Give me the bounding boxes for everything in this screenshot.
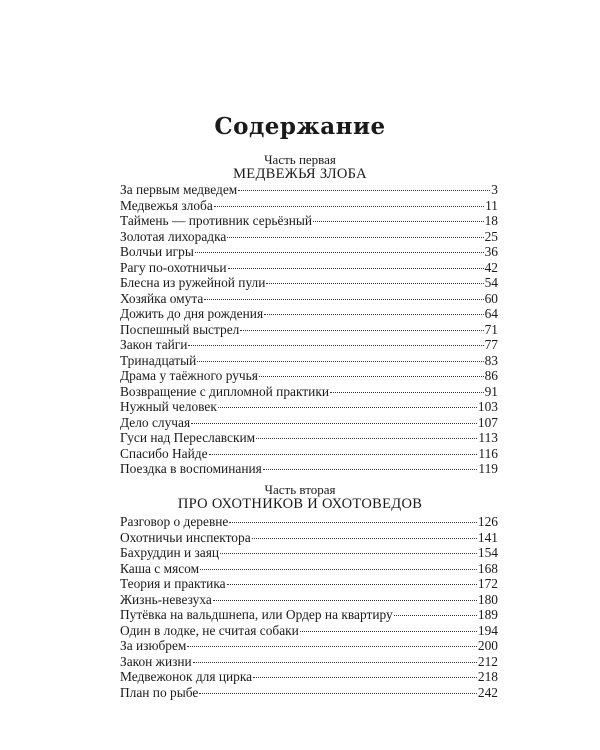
toc-entry[interactable] xyxy=(120,685,498,701)
toc-entry[interactable] xyxy=(120,576,498,592)
entry-page-number: 71 xyxy=(484,321,498,337)
dot-leader xyxy=(213,600,477,601)
toc-entry[interactable] xyxy=(120,182,498,198)
entry-title: Драма у таёжного ручья xyxy=(120,368,258,383)
entry-title: Таймень — противник серьёзный xyxy=(120,213,313,228)
toc-entry[interactable] xyxy=(120,415,498,431)
entry-title: Гуси над Переславским xyxy=(120,430,256,445)
part-2-entries xyxy=(120,514,498,700)
entry-page-number: 154 xyxy=(477,545,498,560)
entry-page-number: 126 xyxy=(477,514,498,529)
entry-title: Медвежья злоба xyxy=(120,197,213,213)
toc-entry[interactable] xyxy=(120,399,498,415)
toc-entry[interactable] xyxy=(120,291,498,307)
entry-page-number: 218 xyxy=(477,669,498,684)
dot-leader xyxy=(214,206,484,207)
entry-page-number: 60 xyxy=(484,290,498,306)
entry-page-number: 172 xyxy=(477,576,498,591)
dot-leader xyxy=(266,283,483,284)
dot-leader xyxy=(263,469,478,470)
dot-leader xyxy=(187,646,477,647)
dot-leader xyxy=(264,314,483,315)
dot-leader xyxy=(253,677,477,678)
dot-leader xyxy=(259,376,484,377)
entry-title: За изюбрем xyxy=(120,638,187,653)
entry-page-number: 77 xyxy=(484,337,498,352)
entry-page-number: 180 xyxy=(477,591,498,607)
entry-page-number: 168 xyxy=(477,560,498,576)
entry-title: Бахруддин и заяц xyxy=(120,545,220,560)
toc-entry[interactable] xyxy=(120,353,498,369)
entry-title: Теория и практика xyxy=(120,576,226,591)
toc-entry[interactable] xyxy=(120,229,498,245)
entry-page-number: 119 xyxy=(478,461,498,476)
entry-page-number: 189 xyxy=(477,607,498,622)
entry-page-number: 3 xyxy=(491,182,498,197)
dot-leader xyxy=(238,190,490,191)
dot-leader xyxy=(227,584,477,585)
entry-title: Охотничьи инспектора xyxy=(120,529,251,545)
entry-page-number: 11 xyxy=(485,197,498,213)
entry-page-number: 83 xyxy=(484,352,498,368)
entry-title: Медвежонок для цирка xyxy=(120,669,253,684)
dot-leader xyxy=(199,693,477,694)
toc-entry[interactable] xyxy=(120,461,498,477)
entry-page-number: 212 xyxy=(477,653,498,669)
entry-title: Блесна из ружейной пули xyxy=(120,275,266,290)
toc-entry[interactable] xyxy=(120,561,498,577)
entry-title: Дожить до дня рождения xyxy=(120,306,264,321)
dot-leader xyxy=(300,631,477,632)
entry-title: Дело случая xyxy=(120,414,191,430)
entry-page-number: 113 xyxy=(478,430,498,445)
toc-entry[interactable] xyxy=(120,244,498,260)
dot-leader xyxy=(209,454,478,455)
dot-leader xyxy=(227,237,483,238)
part-1-label: Часть первая xyxy=(264,152,336,167)
toc-entry[interactable] xyxy=(120,275,498,291)
toc-entry[interactable] xyxy=(120,306,498,322)
entry-title: Поездка в воспоминания xyxy=(120,461,262,476)
entry-page-number: 64 xyxy=(484,306,498,321)
entry-page-number: 86 xyxy=(484,368,498,383)
dot-leader xyxy=(188,345,483,346)
entry-page-number: 107 xyxy=(477,414,498,430)
toc-entry[interactable] xyxy=(120,514,498,530)
dot-leader xyxy=(200,569,477,570)
entry-page-number: 36 xyxy=(484,244,498,259)
toc-entry[interactable] xyxy=(120,198,498,214)
toc-entry[interactable] xyxy=(120,430,498,446)
entry-page-number: 141 xyxy=(477,529,498,545)
entry-page-number: 18 xyxy=(484,213,498,228)
dot-leader xyxy=(313,221,484,222)
toc-entry[interactable] xyxy=(120,607,498,623)
dot-leader xyxy=(218,407,477,408)
entry-page-number: 91 xyxy=(484,383,498,399)
entry-title: Закон жизни xyxy=(120,653,192,669)
entry-page-number: 116 xyxy=(478,445,498,461)
dot-leader xyxy=(220,553,477,554)
toc-entry[interactable] xyxy=(120,623,498,639)
dot-leader xyxy=(204,299,483,300)
entry-title: План по рыбе xyxy=(120,684,199,700)
dot-leader xyxy=(193,662,477,663)
entry-page-number: 103 xyxy=(477,399,498,414)
entry-title: Поспешный выстрел xyxy=(120,321,240,337)
toc-entry[interactable] xyxy=(120,337,498,353)
entry-title: Волчьи игры xyxy=(120,244,194,259)
dot-leader xyxy=(197,361,483,362)
toc-entry[interactable] xyxy=(120,446,498,462)
entry-title: Рагу по-охотничьи xyxy=(120,259,227,275)
page-title: Содержание xyxy=(214,113,386,140)
dot-leader xyxy=(228,268,484,269)
part-2-title: ПРО ОХОТНИКОВ И ОХОТОВЕДОВ xyxy=(177,496,423,512)
entry-page-number: 42 xyxy=(484,259,498,275)
entry-title: Разговор о деревне xyxy=(120,514,229,529)
dot-leader xyxy=(191,423,477,424)
toc-entry[interactable] xyxy=(120,592,498,608)
toc-entry[interactable] xyxy=(120,213,498,229)
entry-title: Спасибо Найде xyxy=(120,445,208,461)
dot-leader xyxy=(195,252,484,253)
toc-entry[interactable] xyxy=(120,654,498,670)
toc-entry[interactable] xyxy=(120,545,498,561)
dot-leader xyxy=(252,538,477,539)
entry-title: Золотая лихорадка xyxy=(120,228,227,244)
entry-page-number: 200 xyxy=(477,638,498,653)
dot-leader xyxy=(229,522,477,523)
toc-entry[interactable] xyxy=(120,384,498,400)
toc-entry[interactable] xyxy=(120,260,498,276)
entry-page-number: 25 xyxy=(484,228,498,244)
entry-title: За первым медведем xyxy=(120,182,238,197)
entry-title: Тринадцатый xyxy=(120,352,197,368)
dot-leader xyxy=(240,330,483,331)
toc-entry[interactable] xyxy=(120,638,498,654)
toc-entry[interactable] xyxy=(120,322,498,338)
part-1-entries xyxy=(120,182,498,477)
dot-leader xyxy=(256,438,477,439)
entry-title: Хозяйка омута xyxy=(120,290,204,306)
dot-leader xyxy=(330,392,484,393)
entry-title: Каша с мясом xyxy=(120,560,200,576)
entry-page-number: 242 xyxy=(477,684,498,700)
dot-leader xyxy=(394,615,477,616)
part-1-title: МЕДВЕЖЬЯ ЗЛОБА xyxy=(233,166,367,182)
part-2-label: Часть вторая xyxy=(264,482,336,497)
entry-page-number: 54 xyxy=(484,275,498,290)
entry-title: Один в лодке, не считая собаки xyxy=(120,622,299,638)
toc-entry[interactable] xyxy=(120,530,498,546)
entry-title: Закон тайги xyxy=(120,337,188,352)
entry-title: Жизнь-невезуха xyxy=(120,591,212,607)
entry-title: Путёвка на вальдшнепа, или Ордер на квартиру xyxy=(120,607,393,622)
entry-title: Возвращение с дипломной практики xyxy=(120,383,329,399)
entry-title: Нужный человек xyxy=(120,399,217,414)
toc-entry[interactable] xyxy=(120,669,498,685)
entry-page-number: 194 xyxy=(477,622,498,638)
toc-entry[interactable] xyxy=(120,368,498,384)
